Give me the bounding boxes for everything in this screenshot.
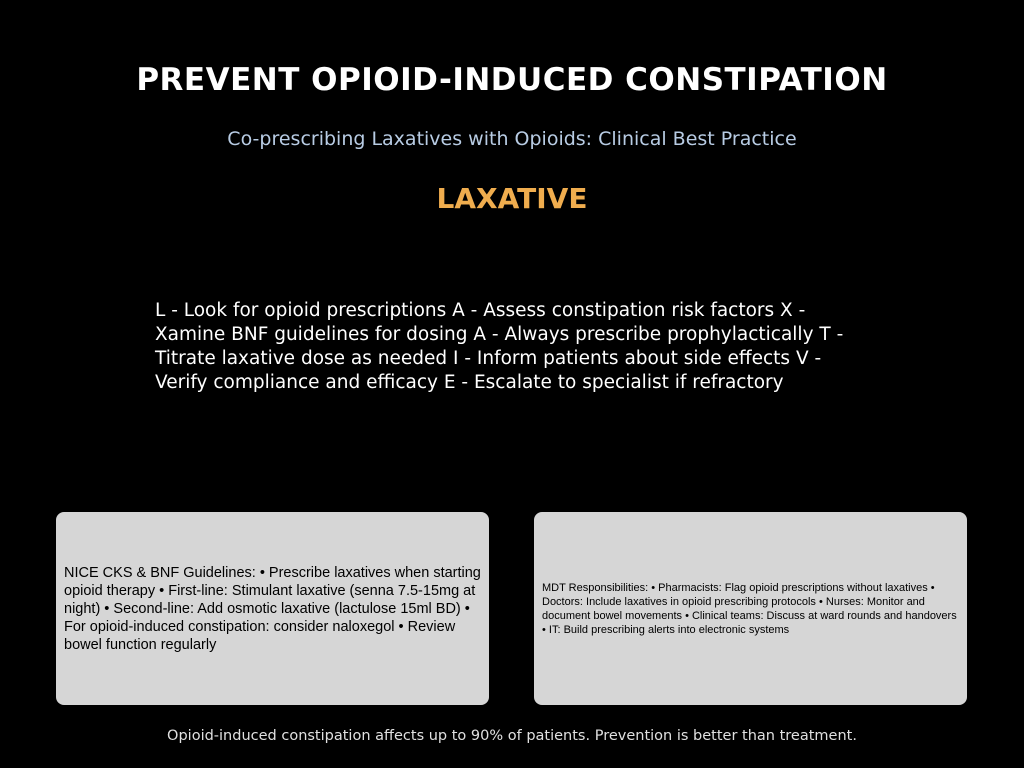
mdt-responsibilities-card [534,512,967,705]
mnemonic-text: L - Look for opioid prescriptions A - Assess constipation risk factors X - Xamine BNF guidelines for dosing A - Always prescribe prophylactically T - Titrate laxative dose as needed I - Inform patients about side effects V - Verify compliance and efficacy E - Escalate to specialist if refractory [155,300,844,393]
slide-subtitle: Co-prescribing Laxatives with Opioids: Clinical Best Practice [227,128,797,150]
footer-note: Opioid-induced constipation affects up to 90% of patients. Prevention is better than treatment. [167,728,857,744]
mdt-card-text: MDT Responsibilities: • Pharmacists: Flag opioid prescriptions without laxatives • Doctors: Include laxatives in opioid prescribing protocols • Nurses: Monitor and document bowel movements • Clinical teams: Discuss at ward rounds and handovers • IT: Build prescribing alerts into electronic systems [542,581,957,636]
guidelines-card [56,512,489,705]
slide-title: PREVENT OPIOID-INDUCED CONSTIPATION [136,62,888,98]
acronym-heading: LAXATIVE [436,182,588,215]
guidelines-card-text: NICE CKS & BNF Guidelines: • Prescribe laxatives when starting opioid therapy • First-line: Stimulant laxative (senna 7.5-15mg at night) • Second-line: Add osmotic laxative (lactulose 15ml BD) • For opioid-induced constipation: consider naloxegol • Review bowel function regularly [64,564,481,653]
